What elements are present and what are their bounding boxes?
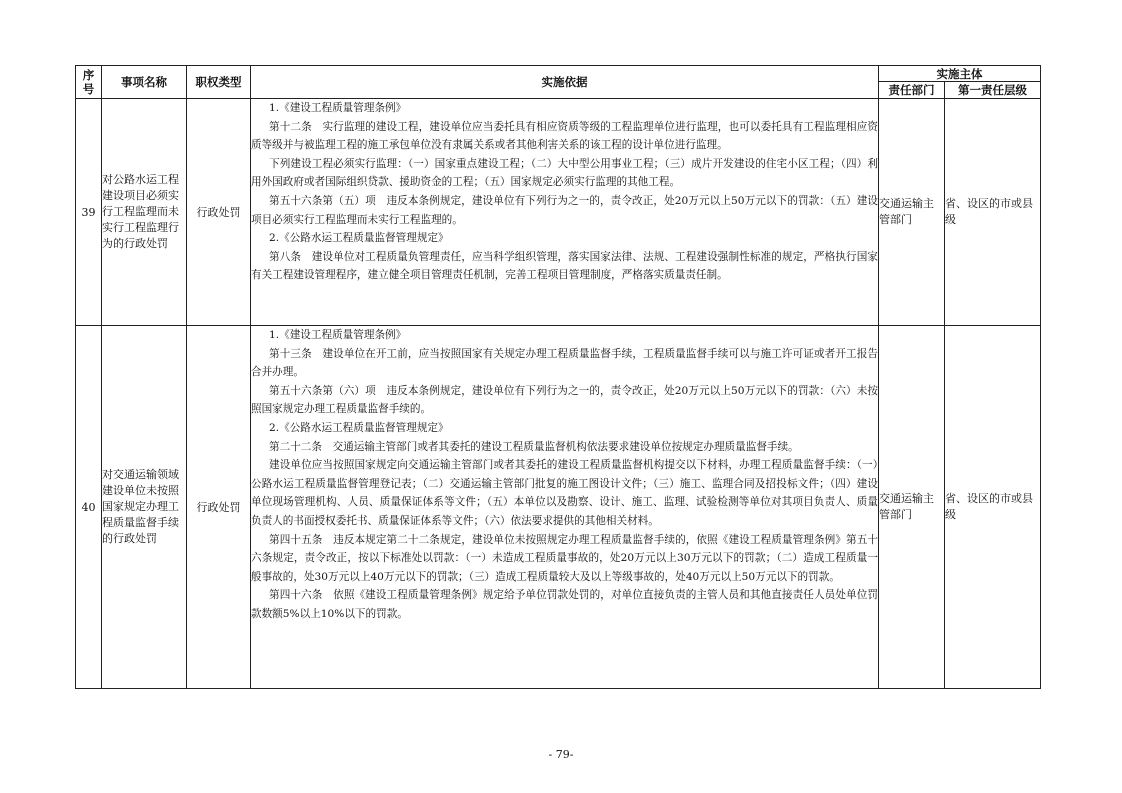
row-type: 行政处罚 bbox=[187, 326, 251, 689]
basis-paragraph: 下列建设工程必须实行监理：（一）国家重点建设工程；（二）大中型公用事业工程；（三）成片开发建设的住宅小区工程；（四）利用外国政府或者国际组织贷款、援助资金的工程；（五）国家规定必须实行监理的其他工程。 bbox=[251, 157, 878, 189]
header-basis: 实施依据 bbox=[251, 66, 879, 99]
row-level: 省、设区的市或县级 bbox=[945, 99, 1041, 326]
basis-paragraph: 第二十二条 交通运输主管部门或者其委托的建设工程质量监督机构依法要求建设单位按规定办理质量监督手续。 bbox=[269, 440, 799, 453]
row-seq: 40 bbox=[76, 326, 102, 689]
header-name: 事项名称 bbox=[102, 66, 187, 99]
header-row-top bbox=[76, 66, 1041, 82]
row-seq: 39 bbox=[76, 99, 102, 326]
basis-paragraph: 建设单位应当按照国家规定向交通运输主管部门或者其委托的建设工程质量监督机构提交以下材料，办理工程质量监督手续：（一）公路水运工程质量监督管理登记表；（二）交通运输主管部门批复的施工图设计文件；（三）施工、监理合同及招投标文件；（四）建设单位现场管理机构、人员、质量保证体系等文件；（五）本单位以及勘察、设计、施工、监理、试验检测等单位对其项目负责人、质量负责人的书面授权委托书、质量保证体系等文件；（六）依法要求提供的其他相关材料。 bbox=[251, 459, 878, 527]
basis-paragraph: 第十三条 建设单位在开工前，应当按照国家有关规定办理工程质量监督手续，工程质量监督手续可以与施工许可证或者开工报告合并办理。 bbox=[251, 347, 878, 379]
row-dept: 交通运输主管部门 bbox=[879, 99, 945, 326]
basis-paragraph: 第五十六条第（五）项 违反本条例规定，建设单位有下列行为之一的，责令改正，处20万元以上50万元以下的罚款：（五）建设项目必须实行工程监理而未实行工程监理的。 bbox=[251, 194, 878, 226]
header-type: 职权类型 bbox=[187, 66, 251, 99]
row-type: 行政处罚 bbox=[187, 99, 251, 326]
basis-paragraph: 第四十六条 依照《建设工程质量管理条例》规定给予单位罚款处罚的，对单位直接负责的主管人员和其他直接责任人员处单位罚款数额5%以上10%以下的罚款。 bbox=[251, 589, 878, 620]
header-seq: 序号 bbox=[76, 66, 102, 99]
row-level: 省、设区的市或县级 bbox=[945, 326, 1041, 689]
row-basis bbox=[251, 99, 879, 326]
row-dept: 交通运输主管部门 bbox=[879, 326, 945, 689]
header-dept: 责任部门 bbox=[879, 82, 945, 99]
header-subject: 实施主体 bbox=[879, 66, 1041, 82]
basis-paragraph: 第四十五条 违反本规定第二十二条规定，建设单位未按照规定办理工程质量监督手续的，依照《建设工程质量管理条例》第五十六条规定，责令改正，按以下标准处以罚款：（一）未造成工程质量事故的，处20万元以上30万元以下的罚款；（二）造成工程质量一般事故的，处30万元以上40万元以下的罚款；（三）造成工程质量较大及以上等级事故的，处40万元以上50万元以下的罚款。 bbox=[251, 533, 878, 583]
page-number: - 79- bbox=[548, 748, 574, 761]
authority-table bbox=[75, 65, 1041, 689]
table-row bbox=[76, 326, 1041, 689]
row-basis bbox=[251, 326, 879, 689]
basis-paragraph: 1.《建设工程质量管理条例》 bbox=[269, 329, 407, 341]
basis-paragraph: 1.《建设工程质量管理条例》 bbox=[269, 102, 407, 114]
table-row bbox=[76, 99, 1041, 326]
row-name: 对交通运输领域建设单位未按照国家规定办理工程质量监督手续的行政处罚 bbox=[102, 326, 187, 689]
basis-paragraph: 第五十六条第（六）项 违反本条例规定，建设单位有下列行为之一的，责令改正，处20万元以上50万元以下的罚款：（六）未按照国家规定办理工程质量监督手续的。 bbox=[251, 384, 878, 416]
basis-paragraph: 第八条 建设单位对工程质量负管理责任，应当科学组织管理，落实国家法律、法规、工程建设强制性标准的规定，严格执行国家有关工程建设管理程序，建立健全项目管理责任机制，完善工程项目管理制度，严格落实质量责任制。 bbox=[251, 250, 878, 282]
basis-paragraph: 2.《公路水运工程质量监督管理规定》 bbox=[269, 421, 449, 434]
header-level: 第一责任层级 bbox=[945, 82, 1041, 99]
row-name: 对公路水运工程建设项目必须实行工程监理而未实行工程监理行为的行政处罚 bbox=[102, 99, 187, 326]
basis-paragraph: 第十二条 实行监理的建设工程，建设单位应当委托具有相应资质等级的工程监理单位进行监理，也可以委托具有工程监理相应资质等级并与被监理工程的施工承包单位没有隶属关系或者其他利害关系的该工程的设计单位进行监理。 bbox=[251, 120, 878, 152]
basis-paragraph: 2.《公路水运工程质量监督管理规定》 bbox=[269, 232, 449, 245]
